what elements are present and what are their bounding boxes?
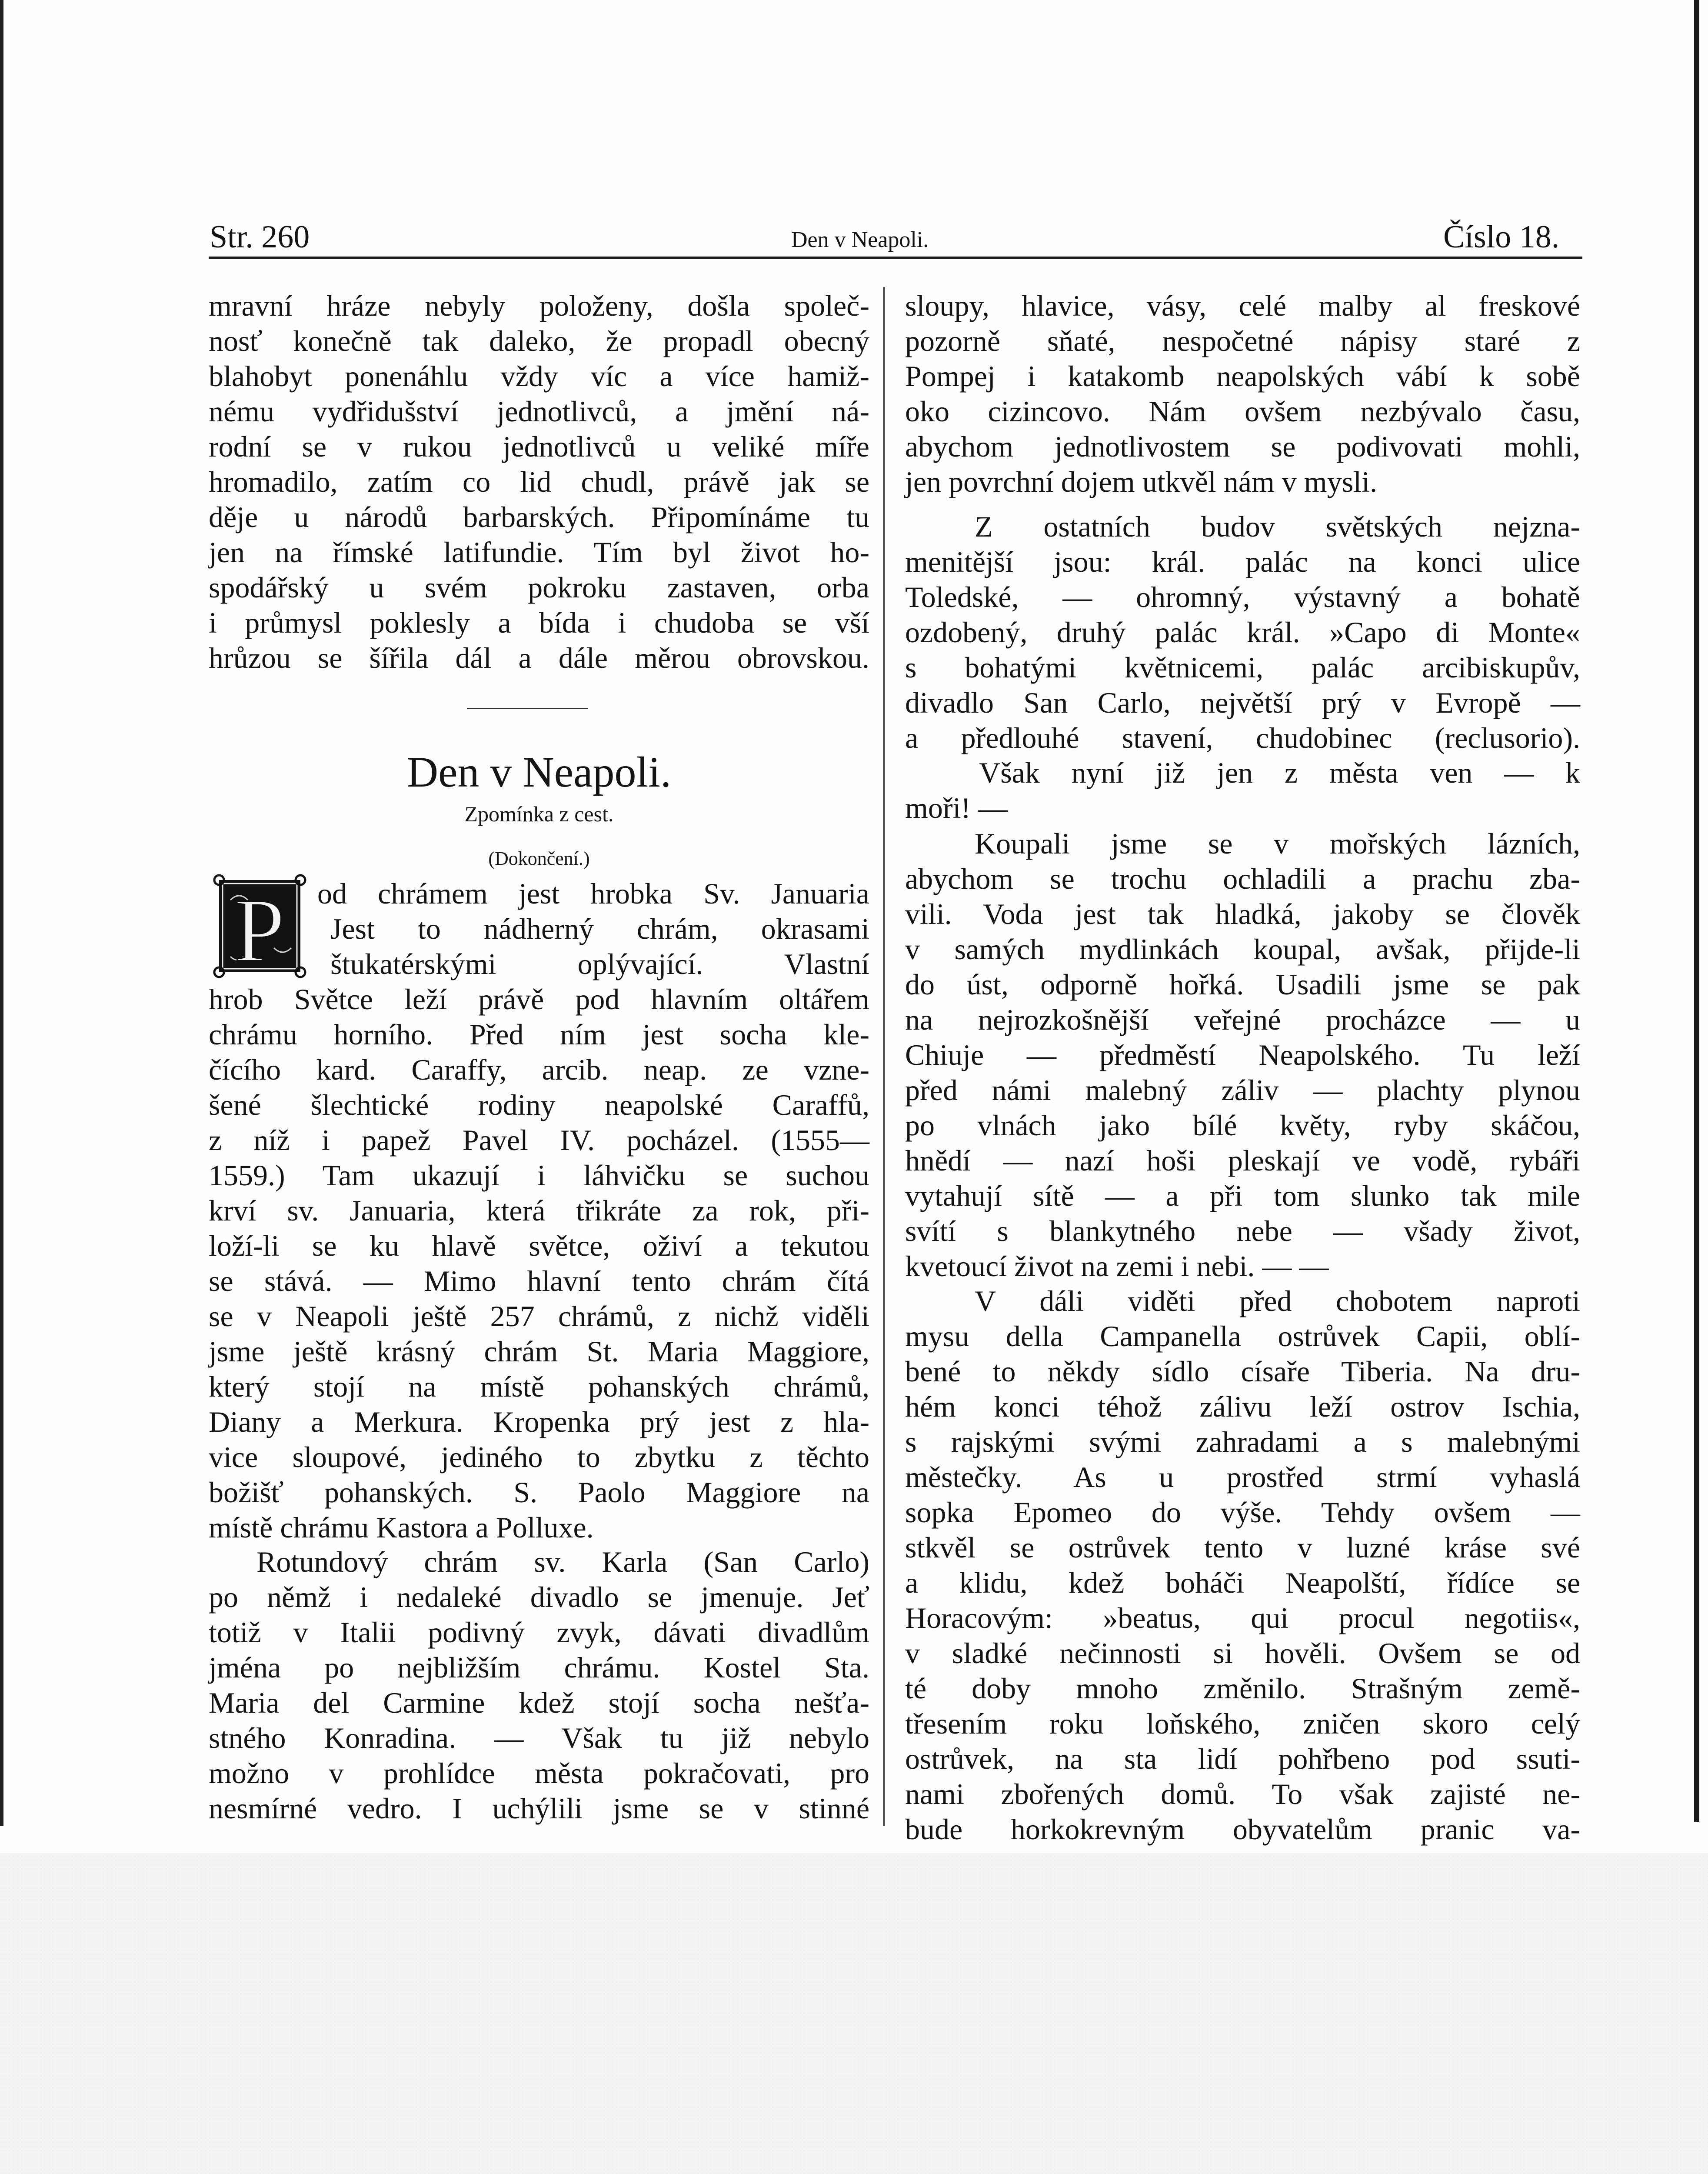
text-line: menitější jsou: král. palác na konci ulice [905, 545, 1580, 578]
text-line: a předlouhé stavení, chudobinec (reclusorio). [905, 721, 1580, 754]
text-line: vice sloupové, jediného to zbytku z těchto [209, 1440, 869, 1474]
text-line: Však nyní již jen z města ven — k [979, 756, 1580, 789]
paragraph-to-sea [905, 755, 1580, 826]
text-line: nosť konečně tak daleko, že propadl obecný [209, 324, 869, 357]
text-line: Pompej i katakomb neapolských vábí k sobě [905, 360, 1580, 393]
text-line: před námi malebný záliv — plachty plynou [905, 1074, 1580, 1107]
text-line: bude horkokrevným obyvatelům pranic va- [905, 1813, 1580, 1846]
paragraph-capri-ischia [905, 1284, 1580, 1847]
text-line: loží-li se ku hlavě světce, oživí a tekutou [209, 1229, 869, 1262]
text-line: vili. Voda jest tak hladká, jakoby se člověk [905, 897, 1580, 930]
paragraph-crypt [209, 876, 869, 1545]
text-line: té doby mnoho změnilo. Strašným země- [905, 1672, 1580, 1705]
text-line: na nejrozkošnější veřejné procházce — u [905, 1003, 1580, 1036]
text-line: a klidu, kdež boháči Neapolští, řídíce se [905, 1566, 1580, 1599]
text-line: po němž i nedaleké divadlo se jmenuje. Jeť [209, 1580, 869, 1614]
article-title: Den v Neapoli. [406, 748, 672, 796]
text-line: třesením roku loňského, zničen skoro celý [905, 1707, 1580, 1740]
paragraph-san-carlo [209, 1544, 869, 1826]
text-line: štukatérskými oplývající. Vlastní [330, 947, 869, 980]
scan-edge-right [1694, 0, 1699, 1822]
text-line: Toledské, — ohromný, výstavný a bohatě [905, 580, 1580, 614]
text-line: V dáli viděti před chobotem naproti [975, 1284, 1580, 1317]
text-line: hrob Světce leží právě pod hlavním oltářem [209, 983, 869, 1016]
paragraph-bathing [905, 826, 1580, 1284]
text-line: se v Neapoli ještě 257 chrámů, z nichž viděli [209, 1300, 869, 1333]
text-line: rodní se v rukou jednotlivců u veliké míře [209, 430, 869, 463]
continuation-note: (Dokončení.) [488, 848, 590, 869]
text-line: hém konci téhož zálivu leží ostrov Ischia, [905, 1390, 1580, 1423]
text-line: sloupy, hlavice, vásy, celé malby al freskové [905, 289, 1580, 322]
text-line: kvetoucí život na zemi i nebi. — — [905, 1250, 1329, 1283]
text-line: vytahují sítě — a při tom slunko tak mile [905, 1179, 1580, 1212]
drop-cap-letter: P [234, 880, 285, 980]
text-line: mysu della Campanella ostrůvek Capii, oblí- [905, 1320, 1580, 1353]
page-number: Str. 260 [210, 219, 310, 255]
text-line: Chiuje — předměstí Neapolského. Tu leží [905, 1038, 1580, 1071]
text-line: 1559.) Tam ukazují i láhvičku se suchou [209, 1159, 869, 1192]
text-line: s rajskými svými zahradami a s malebnými [905, 1425, 1580, 1458]
text-line: nému vydřidušství jednotlivců, a jmění ná- [209, 395, 869, 428]
text-line: jen povrchní dojem utkvěl nám v mysli. [905, 465, 1377, 498]
text-line: šené šlechtické rodiny neapolské Caraffů, [209, 1088, 869, 1121]
text-line: spodářský u svém pokroku zastaven, orba [209, 571, 869, 604]
text-line: ostrůvek, na sta lidí pohřbeno pod ssuti- [905, 1742, 1580, 1775]
text-line: děje u národů barbarských. Připomínáme tu [209, 500, 869, 533]
text-line: od chrámem jest hrobka Sv. Januaria [317, 877, 869, 910]
text-line: oko cizincovo. Nám ovšem nezbývalo času, [905, 395, 1580, 428]
text-line: z níž i papež Pavel IV. pocházel. (1555— [209, 1124, 869, 1157]
text-line: blahobyt ponenáhlu vždy víc a více hamiž- [209, 360, 869, 393]
text-line: divadlo San Carlo, největší prý v Evropě — [905, 686, 1580, 719]
text-line: jména po nejbližším chrámu. Kostel Sta. [209, 1651, 869, 1684]
text-line: Diany a Merkura. Kropenka prý jest z hla- [209, 1405, 869, 1438]
paragraph-buildings [905, 509, 1580, 756]
paragraph-intro [209, 288, 869, 676]
text-line: hromadilo, zatím co lid chudl, právě jak se [209, 465, 869, 498]
text-line: se stává. — Mimo hlavní tento chrám čítá [209, 1264, 869, 1297]
text-line: Horacovým: »beatus, qui procul negotiis«, [905, 1601, 1580, 1634]
paragraph-pompeii [905, 288, 1580, 500]
running-title: Den v Neapoli. [791, 227, 929, 252]
column-divider [883, 287, 885, 1826]
text-line: hnědí — nazí hoši pleskají ve vodě, rybáři [905, 1144, 1580, 1177]
text-line: bené to někdy sídlo císaře Tiberia. Na dru- [905, 1355, 1580, 1388]
text-line: nami zbořených domů. To však zajisté ne- [905, 1777, 1580, 1811]
text-line: chrámu horního. Před ním jest socha kle- [209, 1018, 869, 1051]
text-line: Rotundový chrám sv. Karla (San Carlo) [256, 1545, 869, 1578]
text-line: nesmírné vedro. I uchýlili jsme se v stinné [209, 1792, 869, 1825]
text-line: místě chrámu Kastora a Polluxe. [209, 1511, 594, 1544]
text-line: který stojí na místě pohanských chrámů, [209, 1370, 869, 1403]
text-line: mravní hráze nebyly položeny, došla společ- [209, 289, 869, 322]
text-line: pozorně sňaté, nespočetné nápisy staré z [905, 324, 1580, 357]
text-line: totiž v Italii podivný zvyk, dávati divadlům [209, 1616, 869, 1649]
text-line: jen na římské latifundie. Tím byl život ho- [209, 536, 869, 569]
text-line: Z ostatních budov světských nejzna- [975, 510, 1580, 543]
text-line: hrůzou se šířila dál a dále měrou obrovskou. [209, 641, 869, 674]
text-line: možno v prohlídce města pokračovati, pro [209, 1757, 869, 1790]
text-line: Maria del Carmine kdež stojí socha nešťa- [209, 1686, 869, 1719]
text-line: abychom se trochu ochladili a prachu zba- [905, 862, 1580, 895]
text-line: po vlnách jako bílé květy, ryby skáčou, [905, 1109, 1580, 1142]
text-line: abychom jednotlivostem se podivovati mohli, [905, 430, 1580, 463]
text-line: stkvěl se ostrůvek tento v luzné kráse své [905, 1531, 1580, 1564]
text-line: v samých mydlinkách koupal, avšak, přijde-li [905, 933, 1580, 966]
text-line: v sladké nečinnosti si hověli. Ovšem se od [905, 1637, 1580, 1670]
text-line: ozdobený, druhý palác král. »Capo di Monte« [905, 616, 1580, 649]
text-line: Jest to nádherný chrám, okrasami [330, 912, 869, 945]
scan-edge-left [0, 0, 3, 1826]
section-separator [467, 708, 588, 709]
text-line: moři! — [905, 791, 1008, 824]
text-line: stného Konradina. — Však tu již nebylo [209, 1721, 869, 1754]
header-rule [209, 257, 1582, 259]
text-line: Koupali jsme se v mořských lázních, [975, 827, 1580, 860]
text-line: krví sv. Januaria, která třikráte za rok, při- [209, 1194, 869, 1227]
text-line: svítí s blankytného nebe — všady život, [905, 1214, 1580, 1247]
text-line: božišť pohanských. S. Paolo Maggiore na [209, 1476, 869, 1509]
article-subtitle: Zpomínka z cest. [464, 802, 614, 826]
text-line: s bohatými květnicemi, palác arcibiskupův, [905, 651, 1580, 684]
text-line: jsme ještě krásný chrám St. Maria Maggiore, [209, 1335, 869, 1368]
text-line: sopka Epomeo do výše. Tehdy ovšem — [905, 1496, 1580, 1529]
text-line: i průmysl poklesly a bída i chudoba se vší [209, 606, 869, 639]
text-line: městečky. As u prostřed strmí vyhaslá [905, 1460, 1580, 1494]
text-line: do úst, odporně hořká. Usadili jsme se pak [905, 968, 1580, 1001]
text-line: čícího kard. Caraffy, arcib. neap. ze vzne- [209, 1053, 869, 1086]
issue-number: Číslo 18. [1443, 219, 1560, 255]
